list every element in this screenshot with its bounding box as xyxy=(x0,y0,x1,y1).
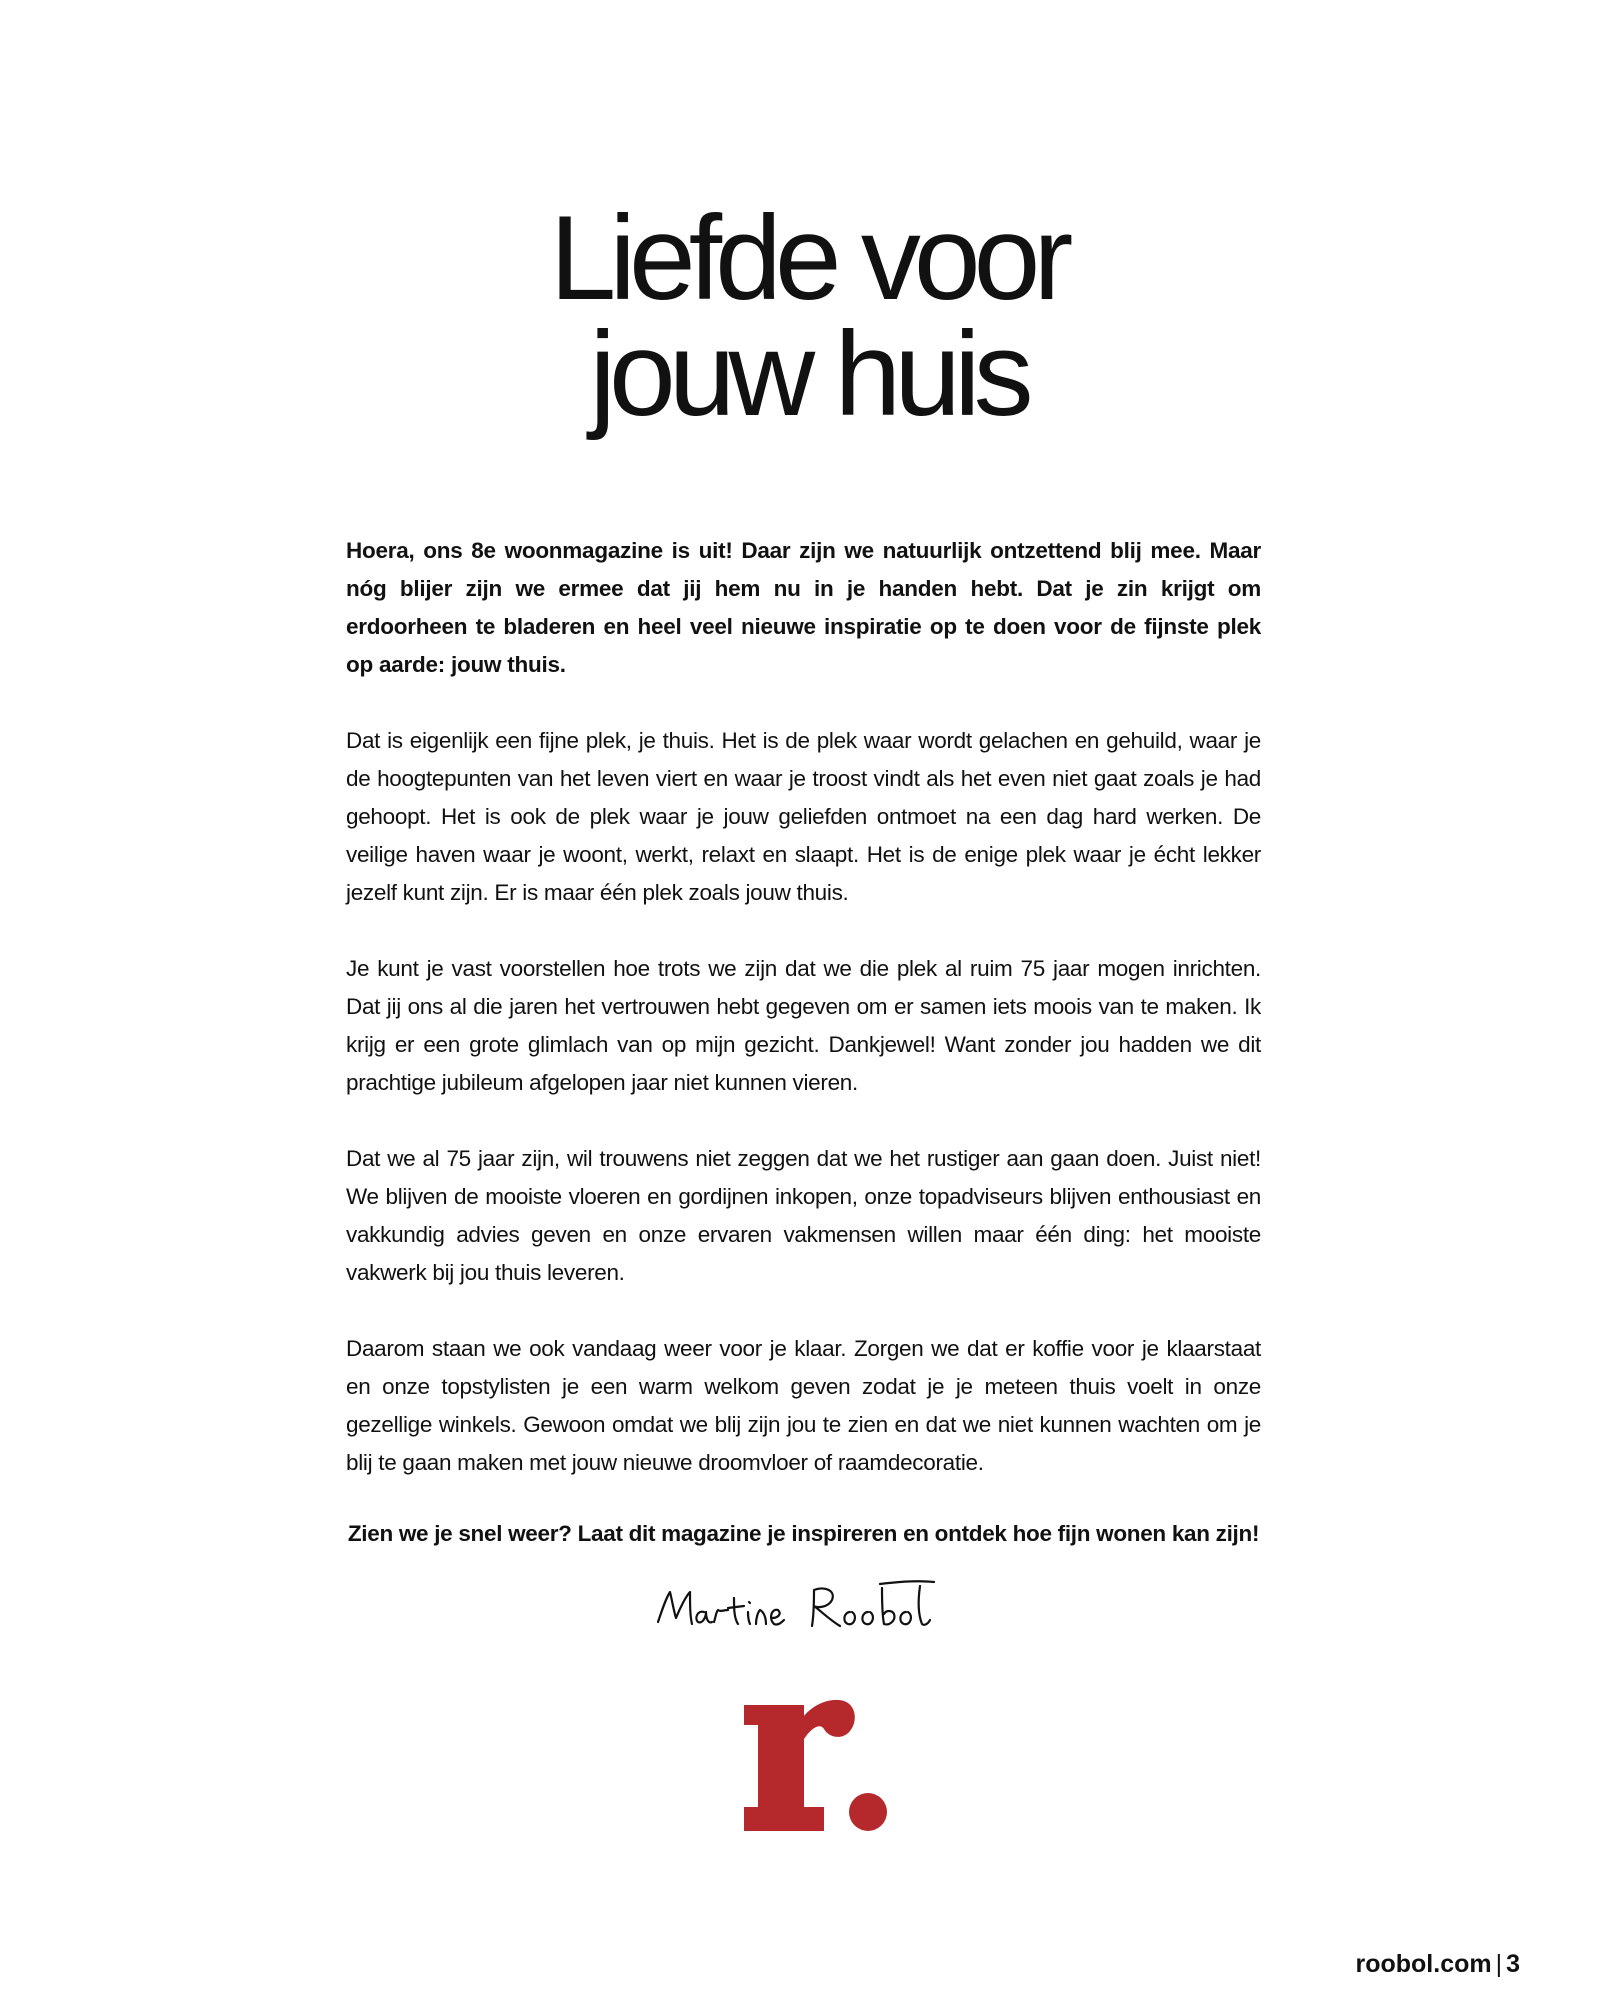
article-body xyxy=(346,532,1261,1520)
footer-separator: | xyxy=(1495,1950,1503,1978)
page-title-line-2: jouw huis xyxy=(589,307,1027,441)
handwritten-signature xyxy=(600,1570,1020,1640)
lead-paragraph: Hoera, ons 8e woonmagazine is uit! Daar zijn we natuurlijk ontzettend blij mee. Maar nóg blijer zijn we ermee dat jij hem nu in je handen hebt. Dat je zin krijgt om erdoorheen te bladeren en heel veel nieuwe inspiratie op te doen voor de fijnste plek op aarde: jouw thuis. xyxy=(346,538,1261,677)
page-number: 3 xyxy=(1506,1950,1520,1978)
closing-line: Zien we je snel weer? Laat dit magazine je inspireren en ontdek hoe fijn wonen kan zijn! xyxy=(347,1521,1260,1546)
body-paragraph-2: Dat is eigenlijk een fijne plek, je thuis. Het is de plek waar wordt gelachen en gehuild, waar je de hoogtepunten van het leven viert en waar je troost vindt als het even niet gaat zoals je had gehoopt. Het is ook de plek waar je jouw geliefden ontmoet na een dag hard werken. De veilige haven waar je woont, werkt, relaxt en slaapt. Het is de enige plek waar je écht lekker jezelf kunt zijn. Er is maar één plek zoals jouw thuis. xyxy=(346,728,1261,905)
roobol-logo xyxy=(740,1695,890,1835)
body-paragraph-3: Je kunt je vast voorstellen hoe trots we zijn dat we die plek al ruim 75 jaar mogen inrichten. Dat jij ons al die jaren het vertrouwen hebt gegeven om er samen iets moois van te maken. Ik krijg er een grote glimlach van op mijn gezicht. Dankjewel! Want zonder jou hadden we dit prachtige jubileum afgelopen jaar niet kunnen vieren. xyxy=(346,956,1261,1095)
page-footer xyxy=(1355,1950,1520,1979)
page-title-line-1: Liefde voor xyxy=(549,191,1067,325)
body-paragraph-5: Daarom staan we ook vandaag weer voor je klaar. Zorgen we dat er koffie voor je klaarstaat en onze topstylisten je een warm welkom geven zodat je je meteen thuis voelt in onze gezellige winkels. Gewoon omdat we blij zijn jou te zien en dat we niet kunnen wachten om je blij te gaan maken met jouw nieuwe droomvloer of raamdecoratie. xyxy=(346,1336,1261,1475)
footer-website: roobol.com xyxy=(1355,1950,1492,1978)
page-title xyxy=(0,191,1616,441)
body-paragraph-4: Dat we al 75 jaar zijn, wil trouwens niet zeggen dat we het rustiger aan gaan doen. Juist niet! We blijven de mooiste vloeren en gordijnen inkopen, onze topadviseurs blijven enthousiast en vakkundig advies geven en onze ervaren vakmensen willen maar één ding: het mooiste vakwerk bij jou thuis leveren. xyxy=(346,1146,1261,1285)
